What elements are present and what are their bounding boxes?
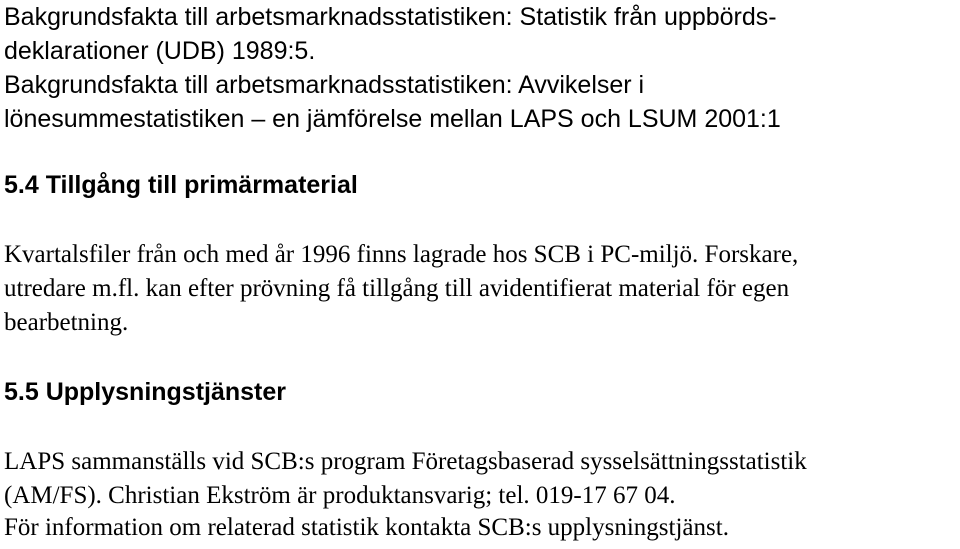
reference-item-1-line-2: deklarationer (UDB) 1989:5. — [4, 37, 316, 65]
section-heading-5-5: 5.5 Upplysningstjänster — [4, 378, 287, 406]
reference-item-1-line-1: Bakgrundsfakta till arbetsmarknadsstatistiken: Statistik från uppbörds- — [4, 3, 777, 31]
paragraph-line: bearbetning. — [4, 309, 129, 336]
reference-item-2-line-1: Bakgrundsfakta till arbetsmarknadsstatistiken: Avvikelser i — [4, 71, 645, 99]
paragraph-line: Kvartalsfiler från och med år 1996 finns lagrade hos SCB i PC-miljö. Forskare, — [4, 241, 799, 268]
section-heading-5-4: 5.4 Tillgång till primärmaterial — [4, 171, 358, 199]
paragraph-line: (AM/FS). Christian Ekström är produktansvarig; tel. 019-17 67 04. — [4, 482, 676, 509]
reference-item-2-line-2: lönesummestatistiken – en jämförelse mellan LAPS och LSUM 2001:1 — [4, 105, 781, 133]
paragraph-line: LAPS sammanställs vid SCB:s program Företagsbaserad sysselsättningsstatistik — [4, 448, 807, 475]
paragraph-line: utredare m.fl. kan efter prövning få tillgång till avidentifierat material för egen — [4, 275, 790, 302]
paragraph-line: För information om relaterad statistik kontakta SCB:s upplysningstjänst. — [4, 514, 729, 541]
